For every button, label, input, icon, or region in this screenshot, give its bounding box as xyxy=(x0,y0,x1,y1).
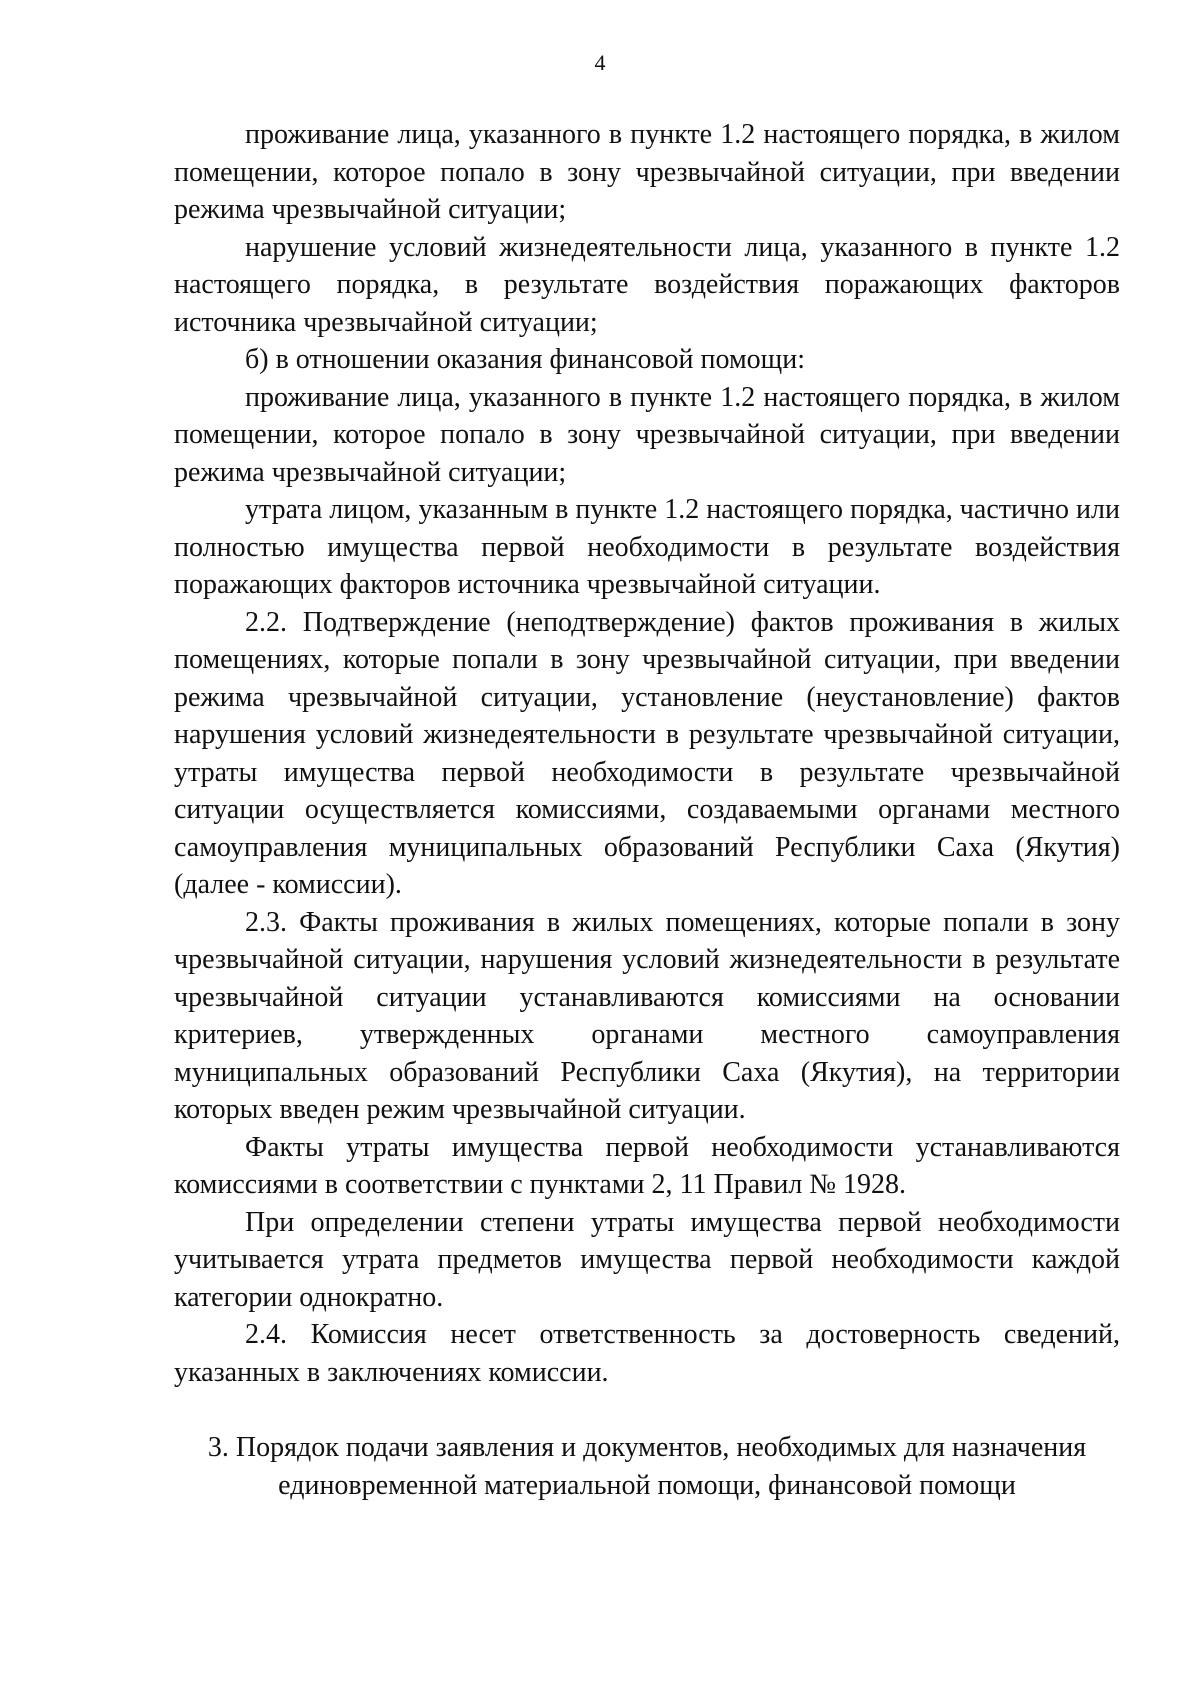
paragraph-2-3: 2.3. Факты проживания в жилых помещениях, которые попали в зону чрезвычайной ситуации, нарушения условий жизнедеятельности в результате чрезвычайной ситуации устанавливаются комиссиями на основании критериев, утвержденных органами местного самоуправления муниципальных образований Республики Саха (Якутия), на территории которых введен режим чрезвычайной ситуации. xyxy=(174,906,1120,1125)
paragraph-2-2: 2.2. Подтверждение (неподтверждение) фактов проживания в жилых помещениях, которые попали в зону чрезвычайной ситуации, при введении режима чрезвычайной ситуации, установление (неустановление) фактов нарушения условий жизнедеятельности в результате чрезвычайной ситуации, утраты имущества первой необходимости в результате чрезвычайной ситуации осуществляется комиссиями, создаваемыми органами местного самоуправления муниципальных образований Республики Саха (Якутия) (далее - комиссии). xyxy=(174,606,1120,900)
section-heading-3 xyxy=(174,1427,1120,1504)
paragraph-residence-material: проживание лица, указанного в пункте 1.2 настоящего порядка, в жилом помещении, которое попало в зону чрезвычайной ситуации, при введении режима чрезвычайной ситуации; xyxy=(174,119,1120,225)
section-heading-line-1: 3. Порядок подачи заявления и документов, необходимых для назначения xyxy=(207,1432,1087,1463)
paragraph-property-loss: утрата лицом, указанным в пункте 1.2 настоящего порядка, частично или полностью имущества первой необходимости в результате воздействия поражающих факторов источника чрезвычайной ситуации. xyxy=(174,494,1120,600)
paragraph-living-conditions: нарушение условий жизнедеятельности лица, указанного в пункте 1.2 настоящего порядка, в результате воздействия поражающих факторов источника чрезвычайной ситуации; xyxy=(174,231,1120,338)
page-number: 4 xyxy=(594,50,606,75)
document-body xyxy=(174,116,1120,1504)
paragraph-loss-degree: При определении степени утраты имущества первой необходимости учитывается утрата предметов имущества первой необходимости каждой категории однократно. xyxy=(174,1206,1120,1313)
section-heading-line-2: единовременной материальной помощи, финансовой помощи xyxy=(278,1469,1016,1501)
paragraph-financial-aid-intro: б) в отношении оказания финансовой помощи: xyxy=(245,344,805,375)
paragraph-residence-financial: проживание лица, указанного в пункте 1.2 настоящего порядка, в жилом помещении, которое попало в зону чрезвычайной ситуации, при введении режима чрезвычайной ситуации; xyxy=(174,381,1120,488)
paragraph-property-facts: Факты утраты имущества первой необходимости устанавливаются комиссиями в соответствии с пунктами 2, 11 Правил № 1928. xyxy=(174,1131,1120,1200)
paragraph-2-4: 2.4. Комиссия несет ответственность за достоверность сведений, указанных в заключениях комиссии. xyxy=(174,1319,1120,1388)
